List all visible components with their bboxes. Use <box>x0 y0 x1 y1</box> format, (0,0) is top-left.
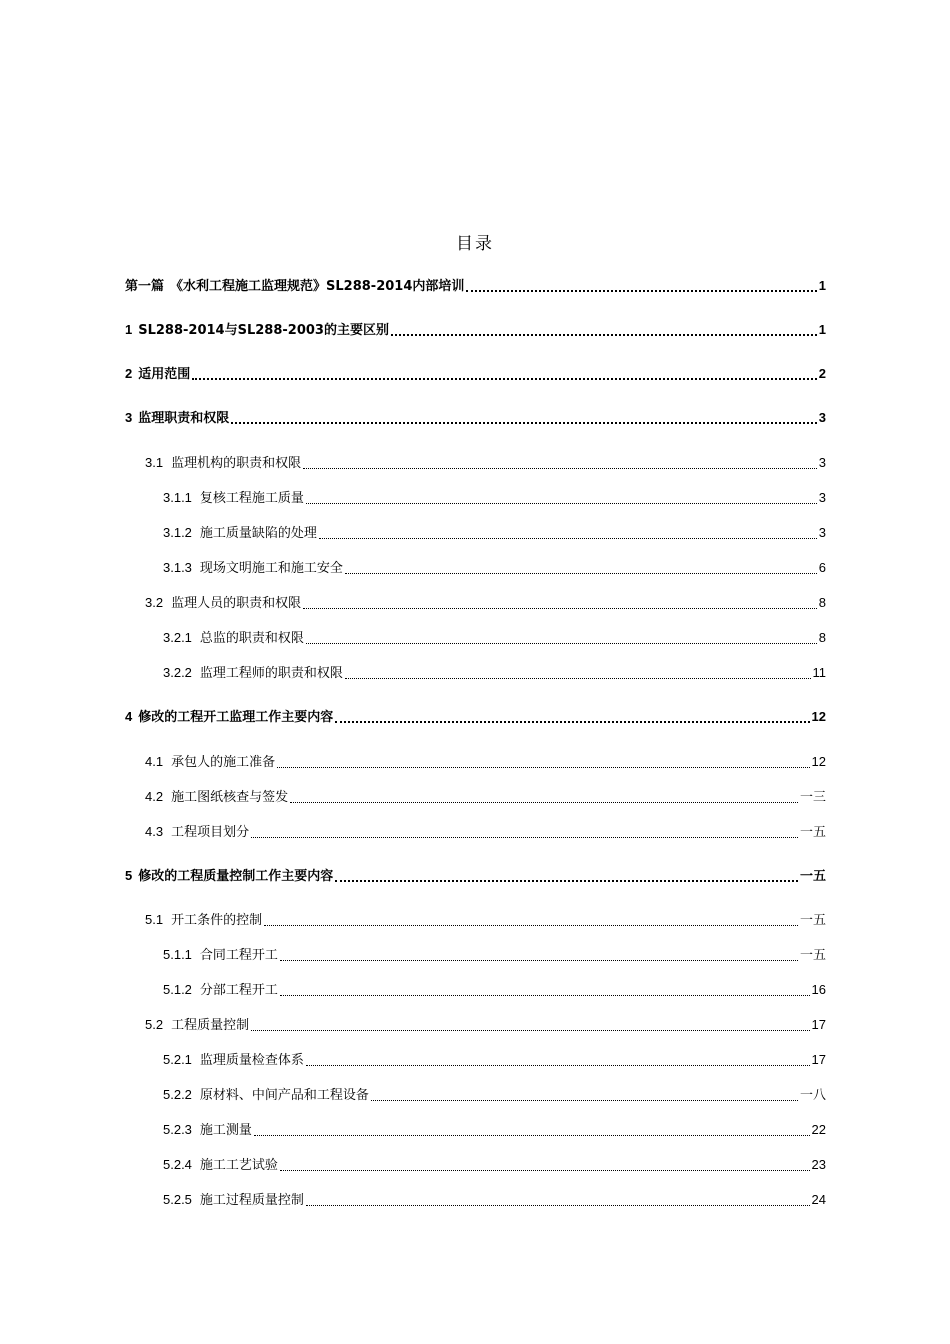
toc-entry-number: 3.1 <box>145 455 164 470</box>
toc-entry-page: 一五 <box>799 947 826 962</box>
toc-entry-title: 监理机构的职责和权限 <box>171 456 302 471</box>
toc-entry[interactable] <box>163 1086 826 1105</box>
toc-entry-number: 5.2 <box>145 1017 164 1032</box>
toc-entry-title: 监理职责和权限 <box>138 411 230 426</box>
toc-entry-number: 5.1.2 <box>163 982 192 997</box>
dot-leader <box>306 643 817 644</box>
dot-leader <box>345 678 811 679</box>
toc-entry-number: 1 <box>125 322 133 337</box>
toc-entry-page: 3 <box>818 410 826 425</box>
toc-entry[interactable] <box>125 409 826 428</box>
toc-entry-page: 22 <box>811 1122 826 1137</box>
toc-entry-title: 原材料、中间产品和工程设备 <box>199 1088 369 1103</box>
toc-entry[interactable] <box>163 1191 826 1210</box>
toc-entry-title: 施工图纸核查与签发 <box>171 790 289 805</box>
toc-entry-page: 16 <box>811 982 826 997</box>
toc-entry-title: 监理质量检查体系 <box>199 1053 304 1068</box>
toc-entry[interactable] <box>163 629 826 648</box>
toc-entry-page: 17 <box>811 1017 826 1032</box>
toc-entry-title: 总监的职责和权限 <box>199 631 304 646</box>
dot-leader <box>306 1205 810 1206</box>
toc-entry-title: SL288-2014与SL288-2003的主要区别 <box>138 323 389 338</box>
toc-entry-title: 施工测量 <box>199 1123 252 1138</box>
toc-entry-page: 3 <box>818 455 826 470</box>
dot-leader <box>391 334 817 336</box>
dot-leader <box>254 1135 810 1136</box>
dot-leader <box>290 802 798 803</box>
toc-title: 目录 <box>456 234 494 254</box>
toc-entry-number: 5.2.3 <box>163 1122 192 1137</box>
toc-entry-page: 一八 <box>799 1087 826 1102</box>
dot-leader <box>251 837 798 838</box>
toc-entry-number: 5.2.2 <box>163 1087 192 1102</box>
toc-entry-page: 11 <box>812 665 826 680</box>
toc-entry-page: 24 <box>811 1192 826 1207</box>
toc-entry[interactable] <box>125 867 826 886</box>
dot-leader <box>277 767 809 768</box>
toc-entry-title: 工程质量控制 <box>171 1018 250 1033</box>
toc-entry[interactable] <box>163 524 826 543</box>
toc-entry-number: 3 <box>125 410 133 425</box>
toc-entry-number: 第一篇 <box>125 278 165 293</box>
toc-entry[interactable] <box>145 823 826 842</box>
toc-entry-title: 监理工程师的职责和权限 <box>199 666 343 681</box>
toc-entry[interactable] <box>163 1051 826 1070</box>
toc-entry-title: 施工质量缺陷的处理 <box>199 526 317 541</box>
toc-entry[interactable] <box>145 753 826 772</box>
toc-entry-page: 一五 <box>799 912 826 927</box>
toc-entry[interactable] <box>163 489 826 508</box>
toc-entry[interactable] <box>145 1016 826 1035</box>
dot-leader <box>264 925 798 926</box>
dot-leader <box>335 880 798 882</box>
toc-entry[interactable] <box>125 277 826 296</box>
toc-entry-number: 4.2 <box>145 789 164 804</box>
dot-leader <box>335 721 809 723</box>
toc-entry-number: 5.2.4 <box>163 1157 192 1172</box>
dot-leader <box>345 573 817 574</box>
toc-entry-number: 3.1.3 <box>163 560 192 575</box>
toc-entry-title: 合同工程开工 <box>199 948 278 963</box>
toc-entry-title: 现场文明施工和施工安全 <box>199 561 343 576</box>
toc-entry[interactable] <box>145 594 826 613</box>
toc-entry-number: 4 <box>125 709 133 724</box>
toc-entry-number: 4.3 <box>145 824 164 839</box>
toc-entry-page: 6 <box>818 560 826 575</box>
toc-entry[interactable] <box>145 911 826 930</box>
toc-entry-number: 5.2.5 <box>163 1192 192 1207</box>
toc-entry[interactable] <box>145 788 826 807</box>
dot-leader <box>192 378 817 380</box>
toc-entry-page: 1 <box>818 322 826 337</box>
dot-leader <box>280 960 798 961</box>
toc-entry-page: 12 <box>811 709 826 724</box>
toc-entry-title: 工程项目划分 <box>171 825 250 840</box>
toc-entry-number: 3.1.2 <box>163 525 192 540</box>
dot-leader <box>319 538 817 539</box>
toc-entry-number: 5.1.1 <box>163 947 192 962</box>
toc-entry[interactable] <box>125 321 826 340</box>
dot-leader <box>280 1170 810 1171</box>
toc-entry-page: 3 <box>818 490 826 505</box>
toc-entry-page: 3 <box>818 525 826 540</box>
toc-entry-title: 适用范围 <box>138 367 191 382</box>
dot-leader <box>251 1030 809 1031</box>
toc-entry-title: 监理人员的职责和权限 <box>171 596 302 611</box>
toc-entry-page: 23 <box>811 1157 826 1172</box>
toc-entry-page: 一五 <box>799 868 826 883</box>
toc-entry-page: 一五 <box>799 824 826 839</box>
toc-entry-title: 分部工程开工 <box>199 983 278 998</box>
toc-entry-number: 3.2 <box>145 595 164 610</box>
toc-entry[interactable] <box>163 981 826 1000</box>
toc-entry[interactable] <box>163 946 826 965</box>
dot-leader <box>303 608 817 609</box>
toc-entry-number: 3.2.2 <box>163 665 192 680</box>
toc-entry[interactable] <box>163 559 826 578</box>
dot-leader <box>306 503 817 504</box>
dot-leader <box>303 468 817 469</box>
toc-entry[interactable] <box>163 1156 826 1175</box>
toc-entry[interactable] <box>163 664 826 683</box>
toc-entry-number: 3.1.1 <box>163 490 192 505</box>
dot-leader <box>231 422 817 424</box>
dot-leader <box>306 1065 810 1066</box>
toc-entry-title: 修改的工程开工监理工作主要内容 <box>138 710 334 725</box>
toc-entry-page: 8 <box>818 595 826 610</box>
dot-leader <box>371 1100 798 1101</box>
toc-entry-title: 承包人的施工准备 <box>171 755 276 770</box>
toc-entry-page: 17 <box>811 1052 826 1067</box>
dot-leader <box>466 290 816 292</box>
toc-entry-number: 3.2.1 <box>163 630 192 645</box>
toc-entry-number: 4.1 <box>145 754 164 769</box>
toc-entry-number: 5.2.1 <box>163 1052 192 1067</box>
toc-entry-page: 一三 <box>799 789 826 804</box>
toc-entry-page: 2 <box>818 366 826 381</box>
toc-entry[interactable] <box>125 365 826 384</box>
toc-entry-title: 《水利工程施工监理规范》SL288-2014内部培训 <box>170 279 465 294</box>
toc-entry-title: 修改的工程质量控制工作主要内容 <box>138 869 334 884</box>
toc-entry-number: 5.1 <box>145 912 164 927</box>
toc-entry-page: 12 <box>811 754 826 769</box>
dot-leader <box>280 995 810 996</box>
toc-entry[interactable] <box>125 708 826 727</box>
toc-entry-title: 施工过程质量控制 <box>199 1193 304 1208</box>
toc-entry-page: 1 <box>818 278 826 293</box>
toc-entry-title: 施工工艺试验 <box>199 1158 278 1173</box>
toc-entry-title: 开工条件的控制 <box>171 913 263 928</box>
toc-entry[interactable] <box>163 1121 826 1140</box>
toc-entry-number: 5 <box>125 868 133 883</box>
toc-entry-title: 复核工程施工质量 <box>199 491 304 506</box>
toc-entry-page: 8 <box>818 630 826 645</box>
toc-entry[interactable] <box>145 454 826 473</box>
toc-entry-number: 2 <box>125 366 133 381</box>
